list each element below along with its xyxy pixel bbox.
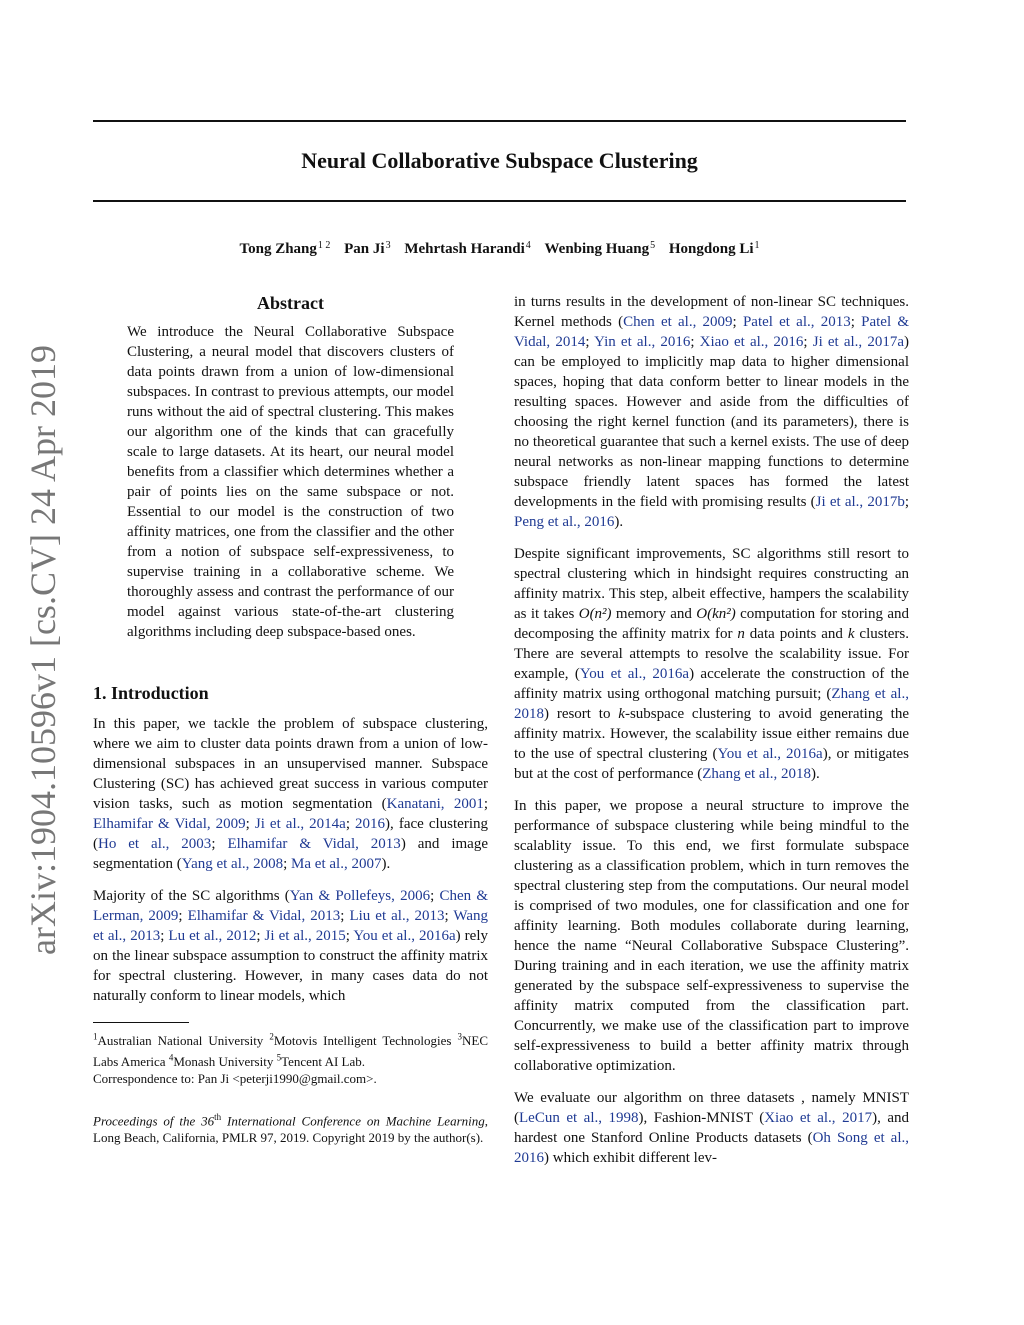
text-run: ). — [381, 856, 391, 872]
intro-paragraph — [93, 714, 488, 874]
text-run: ; — [690, 334, 700, 350]
affiliation-name: Australian National University — [97, 1033, 270, 1049]
citation-link[interactable]: Oh Song et al., 2016 — [514, 1130, 909, 1166]
citation-link[interactable]: LeCun et al., 1998 — [519, 1110, 639, 1126]
citation-link[interactable]: Elhamifar & Vidal, 2013 — [187, 908, 341, 924]
citation-link[interactable]: Xiao et al., 2016 — [699, 334, 804, 350]
text-run: ; — [160, 928, 169, 944]
body-paragraph — [514, 544, 909, 784]
text-run: We evaluate our algorithm on three datasets , namely MNIST ( — [514, 1090, 909, 1126]
text-run: ; — [803, 334, 813, 350]
abstract-heading: Abstract — [257, 293, 324, 313]
affiliation-number: 4 — [168, 1052, 174, 1063]
math-expression: k — [618, 706, 625, 722]
citation-link[interactable]: Kanatani, 2001 — [386, 796, 484, 812]
math-expression: O(n²) — [578, 606, 612, 622]
abstract-text: We introduce the Neural Collaborative Subspace Clustering, a neural model that discovers clusters of data points drawn from a union of low-dimensional subspaces. In contrast to previous attempts, our model runs without the aid of spectral clustering. This makes our algorithm one of the kinds that can gracefully scale to large datasets. At its heart, our neural model benefits from a classifier which determines whether a pair of points lies on the same subspace or not. Essential to our model is the construction of two affinity matrices, one from the classifier and the other from a notion of subspace self-expressiveness, to supervise training in a collaborative scheme. We thoroughly assess and contrast the performance of our model against various state-of-the-art clustering algorithms including deep subspace-based ones. — [127, 324, 454, 640]
affiliation-name: Monash University — [173, 1053, 277, 1069]
affiliation-number: 3 — [457, 1032, 462, 1042]
text-run: clusters. There are several attempts to resolve the scalability issue. For example, ( — [514, 626, 909, 682]
affiliation-name: NEC Labs America — [93, 1033, 488, 1069]
proceedings-note — [93, 1109, 488, 1146]
citation-link[interactable]: Elhamifar & Vidal, 2009 — [93, 816, 246, 832]
text-run: ) rely on the linear subspace assumption to construct the affinity matrix for spectral clustering. However, in many cases data do not naturally conform to linear models, which — [93, 928, 488, 1004]
citation-link[interactable]: Patel & Vidal, 2014 — [514, 314, 909, 350]
text-run: ), face clustering ( — [93, 816, 488, 852]
citation-link[interactable]: You et al., 2016a — [579, 666, 690, 682]
text-run: ) accelerate the construction of the affinity matrix using orthogonal matching pursuit; ( — [514, 666, 910, 702]
text-run: -subspace clustering to avoid generating the affinity matrix. However, the scalability issue either remains due to the use of spectral clustering ( — [514, 706, 909, 762]
citation-link[interactable]: Yin et al., 2016 — [594, 334, 691, 350]
text-run: ). — [811, 766, 820, 782]
proceedings-italic: International Conference on Machine Learning — [221, 1112, 485, 1128]
author-affiliation-mark: 1 — [754, 240, 760, 251]
author-name: Hongdong Li — [668, 241, 754, 257]
citation-link[interactable]: Ji et al., 2017b — [815, 494, 905, 510]
text-run: Majority of the SC algorithms ( — [93, 888, 290, 904]
proceedings-italic: Proceedings of the 36 — [93, 1112, 215, 1128]
title-top-rule — [93, 120, 906, 122]
text-run: ; — [340, 908, 350, 924]
correspondence-note: Correspondence to: Pan Ji <peterji1990@gmail.com>. — [93, 1070, 377, 1086]
title-bottom-rule — [93, 200, 906, 202]
text-run: ; — [483, 796, 489, 812]
text-run: ; — [245, 816, 255, 832]
citation-link[interactable]: Ma et al., 2007 — [291, 856, 382, 872]
right-column — [514, 292, 909, 1180]
text-run: Despite significant improvements, SC algorithms still resort to spectral clustering which in hindsight requires constructing an affinity matrix. This step, albeit effective, hampers the scalability as it takes — [514, 546, 909, 622]
math-expression: O(kn²) — [696, 606, 736, 622]
body-paragraph — [514, 1088, 909, 1168]
affiliations-footnote — [93, 1029, 488, 1087]
citation-link[interactable]: Zhang et al., 2018 — [702, 766, 811, 782]
citation-link[interactable]: Chen & Lerman, 2009 — [93, 888, 488, 924]
text-run: ; — [345, 928, 354, 944]
body-paragraph — [514, 292, 909, 532]
text-run: ; — [430, 888, 440, 904]
text-run: computation for storing and decomposing the affinity matrix for — [514, 606, 909, 642]
intro-paragraph — [93, 886, 488, 1006]
proceedings-text: , Long Beach, California, PMLR 97, 2019. Copyright 2019 by the author(s). — [93, 1112, 488, 1145]
citation-link[interactable]: Ji et al., 2017a — [812, 334, 904, 350]
text-run: ; — [256, 928, 265, 944]
citation-link[interactable]: You et al., 2016a — [353, 928, 456, 944]
citation-link[interactable]: Zhang et al., 2018 — [514, 686, 909, 722]
citation-link[interactable]: Yan & Pollefeys, 2006 — [289, 888, 431, 904]
section-heading-introduction: 1. Introduction — [93, 683, 209, 703]
text-run: ) resort to — [544, 706, 619, 722]
text-run: data points and — [744, 626, 848, 642]
text-run: ), Fashion-MNIST ( — [638, 1110, 765, 1126]
text-run: ; — [283, 856, 292, 872]
affiliation-name: Tencent AI Lab. — [281, 1053, 366, 1069]
affiliation-number: 5 — [276, 1052, 282, 1063]
citation-link[interactable]: Lu et al., 2012 — [168, 928, 257, 944]
text-run: ; — [585, 334, 595, 350]
text-run: ; — [904, 494, 909, 510]
text-run: In this paper, we propose a neural structure to improve the performance of subspace clustering while being mindful to the scalablity issue. To this end, we first formulate subspace clustering as a classification problem, which in turn removes the spectral clustering step from the computations. Our neural model is comprised of two modules, one for classification and one for affinity learning. Both modules collaborate during learning, hence the name “Neural Collaborative Subspace Clustering”. During training and in each iteration, we use the affinity matrix generated by the subspace self-expressiveness to supervise the affinity matrix computed from the classification part. Concurrently, we make use of the classification part to improve self-expressiveness to build a better affinity matrix through collaborative optimization. — [514, 798, 909, 1074]
author-name: Wenbing Huang — [544, 241, 650, 257]
citation-link[interactable]: Wang et al., 2013 — [93, 908, 489, 944]
author-affiliation-mark: 1 2 — [317, 240, 331, 251]
author-affiliation-mark: 4 — [525, 240, 531, 251]
author-affiliation-mark: 5 — [650, 240, 656, 251]
footnote-rule — [93, 1022, 189, 1023]
text-run: ). — [614, 514, 624, 530]
citation-link[interactable]: Ho et al., 2003 — [98, 836, 212, 852]
author-affiliation-mark: 3 — [385, 240, 391, 251]
affiliation-name: Motovis Intelligent Technologies — [273, 1033, 458, 1049]
text-run: ), and hardest one Stanford Online Products datasets ( — [514, 1110, 910, 1146]
text-run: ) can be employed to implicitly map data to higher dimensional spaces, hoping that data conform better to linear models in the resulting spaces. However and aside from the difficulties of choosing the right kernel function (and its parameters), there is no theoretical guarantee that such a kernel exists. The use of deep neural networks as non-linear mapping functions to determine subspace friendly latent spaces has formed the latest developments in the field with promising results ( — [514, 334, 909, 510]
text-run: ), or mitigates but at the cost of performance ( — [514, 746, 909, 782]
text-run: ; — [444, 908, 454, 924]
citation-link[interactable]: Liu et al., 2013 — [349, 908, 445, 924]
left-column — [93, 292, 488, 1146]
citation-link[interactable]: Elhamifar & Vidal, 2013 — [227, 836, 401, 852]
citation-link[interactable]: Ji et al., 2015 — [264, 928, 346, 944]
author — [344, 241, 390, 257]
author — [669, 241, 760, 257]
citation-link[interactable]: 2016 — [355, 816, 386, 832]
citation-link[interactable]: Patel et al., 2013 — [742, 314, 851, 330]
citation-link[interactable]: Ji et al., 2014a — [254, 816, 346, 832]
author-name: Mehrtash Harandi — [404, 241, 525, 257]
text-run: In this paper, we tackle the problem of subspace clustering, where we aim to cluster data points drawn from a union of low-dimensional subspaces in an unsupervised manner. Subspace Clustering (SC) has achieved great success in various computer vision tasks, such as motion segmentation ( — [93, 716, 488, 812]
citation-link[interactable]: You et al., 2016a — [717, 746, 823, 762]
arxiv-identifier-stamp: arXiv:1904.10596v1 [cs.CV] 24 Apr 2019 — [23, 345, 63, 955]
citation-link[interactable]: Chen et al., 2009 — [623, 314, 733, 330]
text-run: ; — [211, 836, 228, 852]
affiliation-number: 1 — [93, 1032, 98, 1042]
body-paragraph — [514, 796, 909, 1076]
author-name: Tong Zhang — [239, 241, 317, 257]
author — [404, 241, 530, 257]
math-expression: n — [737, 626, 745, 642]
citation-link[interactable]: Xiao et al., 2017 — [764, 1110, 873, 1126]
text-run: ; — [850, 314, 862, 330]
author-name: Pan Ji — [344, 241, 385, 257]
paper-title: Neural Collaborative Subspace Clustering — [301, 148, 698, 173]
text-run: ; — [345, 816, 356, 832]
citation-link[interactable]: Yang et al., 2008 — [181, 856, 284, 872]
text-run: in turns results in the development of non-linear SC techniques. Kernel methods ( — [514, 294, 909, 330]
text-run: ; — [178, 908, 188, 924]
proceedings-superscript: th — [214, 1111, 222, 1122]
author-list — [93, 236, 906, 259]
author — [545, 241, 656, 257]
author — [239, 241, 330, 257]
math-expression: k — [847, 626, 855, 642]
affiliation-number: 2 — [269, 1032, 274, 1042]
text-run: ) which exhibit different lev- — [544, 1150, 717, 1166]
citation-link[interactable]: Peng et al., 2016 — [514, 514, 615, 530]
text-run: ) and image segmentation ( — [93, 836, 489, 872]
text-run: ; — [732, 314, 743, 330]
text-run: memory and — [611, 606, 697, 622]
